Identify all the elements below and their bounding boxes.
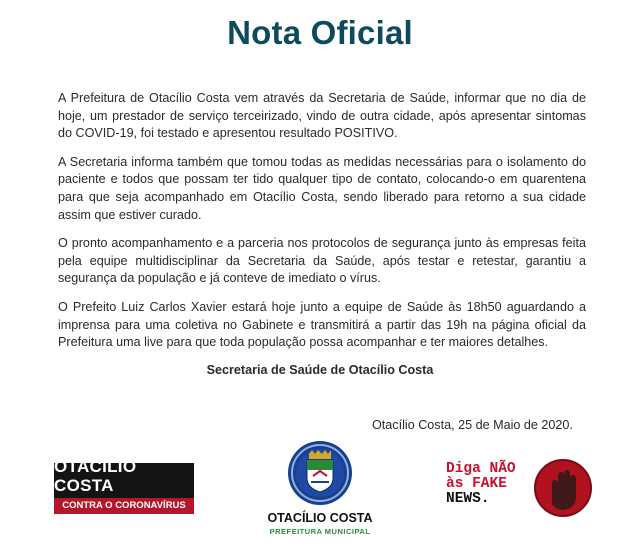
municipal-crest-icon bbox=[287, 440, 353, 506]
paragraph: A Prefeitura de Otacílio Costa vem através da Secretaria de Saúde, informar que no dia de hoje, um prestador de serviço terceirizado, vindo de outra cidade, após apresentar sintomas do COVID-19, foi testado e apresentou resultado POSITIVO. bbox=[58, 91, 586, 141]
municipal-subtitle: PREFEITURA MUNICIPAL bbox=[269, 527, 371, 536]
campaign-logo-title: OTACÍLIO COSTA bbox=[54, 456, 137, 495]
stop-hand-icon bbox=[534, 458, 592, 518]
paragraph: O Prefeito Luiz Carlos Xavier estará hoje junto a equipe de Saúde às 18h50 aguardando a imprensa para uma coletiva no Gabinete e transmitirá a partir das 19h na página oficial da Prefeitura uma live para que toda população possa acompanhar e ter maiores detalhes. bbox=[58, 299, 586, 350]
fake-news-line1: Diga NÃO bbox=[446, 461, 516, 477]
fake-news-line2: às FAKE bbox=[446, 476, 507, 492]
date-line: Otacílio Costa, 25 de Maio de 2020. bbox=[372, 418, 573, 432]
signature: Secretaria de Saúde de Otacílio Costa bbox=[206, 363, 434, 377]
campaign-logo-subtitle: CONTRA O CORONAVÍRUS bbox=[54, 498, 194, 514]
paragraph: O pronto acompanhamento e a parceria nos protocolos de segurança junto às empresas feita pela equipe multidisciplinar da Secretaria da Saúde, após testar e retestar, garantiu a segurança da população e já conteve de imediato o vírus. bbox=[58, 236, 586, 286]
municipal-name: OTACÍLIO COSTA bbox=[267, 511, 373, 525]
fake-news-line3: NEWS. bbox=[446, 491, 490, 507]
fake-news-text bbox=[446, 462, 516, 507]
note-body bbox=[58, 90, 586, 363]
fake-news-logo bbox=[432, 458, 592, 518]
campaign-logo bbox=[54, 456, 194, 511]
paragraph: A Secretaria informa também que tomou todas as medidas necessárias para o isolamento do paciente e todos que possam ter tido qualquer tipo de contato, colocando-o em quarentena para que seja acompanhado em Otacílio Costa, sendo liberado para retorno a sua cidade assim que estiver curado. bbox=[58, 154, 586, 222]
page-title: Nota Oficial bbox=[227, 14, 413, 51]
